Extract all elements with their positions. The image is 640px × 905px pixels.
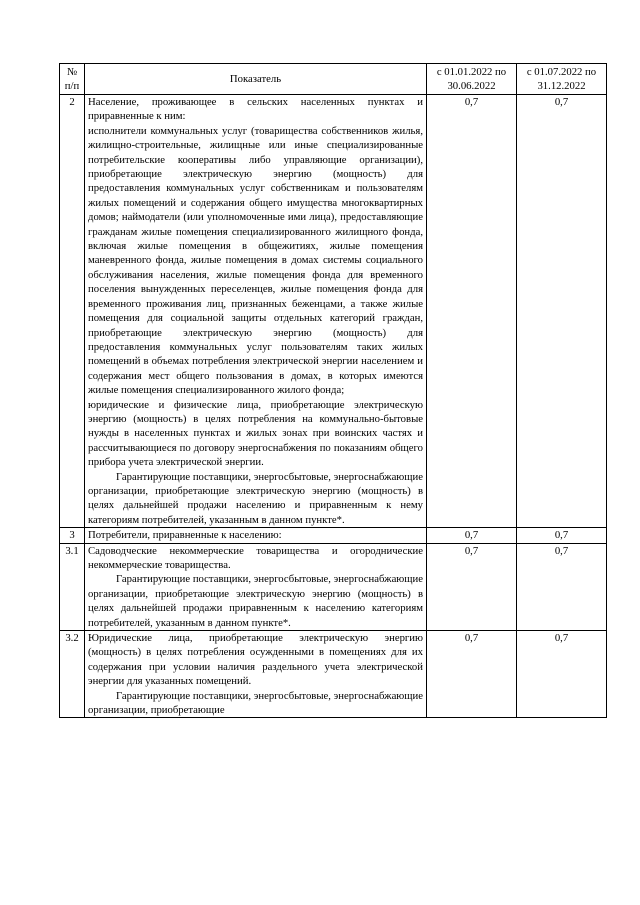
row-paragraph: Население, проживающее в сельских населенных пунктах и приравненные к ним: bbox=[88, 96, 423, 123]
table-row bbox=[60, 543, 607, 630]
row-number: 3.2 bbox=[60, 631, 85, 718]
row-paragraph: Потребители, приравненные к населению: bbox=[88, 529, 282, 542]
table-row bbox=[60, 95, 607, 528]
table-header-row bbox=[60, 64, 607, 95]
row-number: 2 bbox=[60, 95, 85, 528]
header-indicator: Показатель bbox=[85, 64, 427, 95]
row-value-period-2: 0,7 bbox=[517, 528, 607, 543]
row-paragraph: Гарантирующие поставщики, энергосбытовые, энергоснабжающие организации, приобретающие электрическую энергию (мощность) в целях дальнейшей продажи приравненным к населению категориям потребителей, указанным в данном пункте*. bbox=[88, 573, 423, 629]
tariff-coefficient-table bbox=[59, 63, 607, 718]
row-value-period-1: 0,7 bbox=[427, 528, 517, 543]
row-indicator bbox=[85, 95, 427, 528]
row-indicator bbox=[85, 631, 427, 718]
row-paragraph: Гарантирующие поставщики, энергосбытовые, энергоснабжающие организации, приобретающие bbox=[88, 689, 423, 717]
header-num: № п/п bbox=[60, 64, 85, 95]
row-paragraph: Юридические лица, приобретающие электрическую энергию (мощность) в целях потребления осужденными в помещениях для их содержания при условии наличия раздельного учета электрической энергии для указанных помещений. bbox=[88, 632, 423, 688]
row-value-period-2: 0,7 bbox=[517, 95, 607, 528]
row-number: 3.1 bbox=[60, 543, 85, 630]
table-row bbox=[60, 528, 607, 543]
row-value-period-1: 0,7 bbox=[427, 631, 517, 718]
header-period-1: с 01.01.2022 по 30.06.2022 bbox=[427, 64, 517, 95]
row-paragraph: Гарантирующие поставщики, энергосбытовые, энергоснабжающие организации, приобретающие электрическую энергию (мощность) в целях дальнейшей продажи населению и приравненным к нему категориям потребителей, указанным в данном пункте*. bbox=[88, 470, 423, 526]
header-period-2: с 01.07.2022 по 31.12.2022 bbox=[517, 64, 607, 95]
row-paragraph: юридические и физические лица, приобретающие электрическую энергию (мощность) в целях потребления на коммунально-бытовые нужды в населенных пунктах и жилых зонах при воинских частях и рассчитывающиеся по договору энергоснабжения по показаниям общего прибора учета электрической энергии. bbox=[88, 398, 423, 469]
row-value-period-2: 0,7 bbox=[517, 631, 607, 718]
row-number: 3 bbox=[60, 528, 85, 543]
row-value-period-1: 0,7 bbox=[427, 543, 517, 630]
row-value-period-1: 0,7 bbox=[427, 95, 517, 528]
row-indicator bbox=[85, 528, 427, 543]
row-paragraph: Садоводческие некоммерческие товарищества и огороднические некоммерческие товарищества. bbox=[88, 544, 423, 571]
row-indicator bbox=[85, 543, 427, 630]
row-paragraph: исполнители коммунальных услуг (товарищества собственников жилья, жилищно-строительные, жилищные или иные специализированные потребительские кооперативы либо управляющие организации), приобретающие электрическую энергию (мощность) для предоставления коммунальных услуг собственникам и пользователям жилых помещений и содержания общего имущества многоквартирных домов; наймодатели (или уполномоченные ими лица), предоставляющие гражданам жилые помещения специализированного жилищного фонда, включая жилые помещения в общежитиях, жилые помещения маневренного фонда, жилые помещения в домах системы социального обслуживания населения, жилые помещения фонда для временного поселения вынужденных переселенцев, жилые помещения фонда для временного проживания лиц, признанных беженцами, а также жилые помещения для социальной защиты отдельных категорий граждан, приобретающие электрическую энергию (мощность) для предоставления коммунальных услуг пользователям таких жилых помещений в объемах потребления электрической энергии населением и содержания мест общего пользования в домах, в которых имеются жилые помещения специализированного жилого фонда; bbox=[88, 124, 423, 397]
row-value-period-2: 0,7 bbox=[517, 543, 607, 630]
table-row bbox=[60, 631, 607, 718]
